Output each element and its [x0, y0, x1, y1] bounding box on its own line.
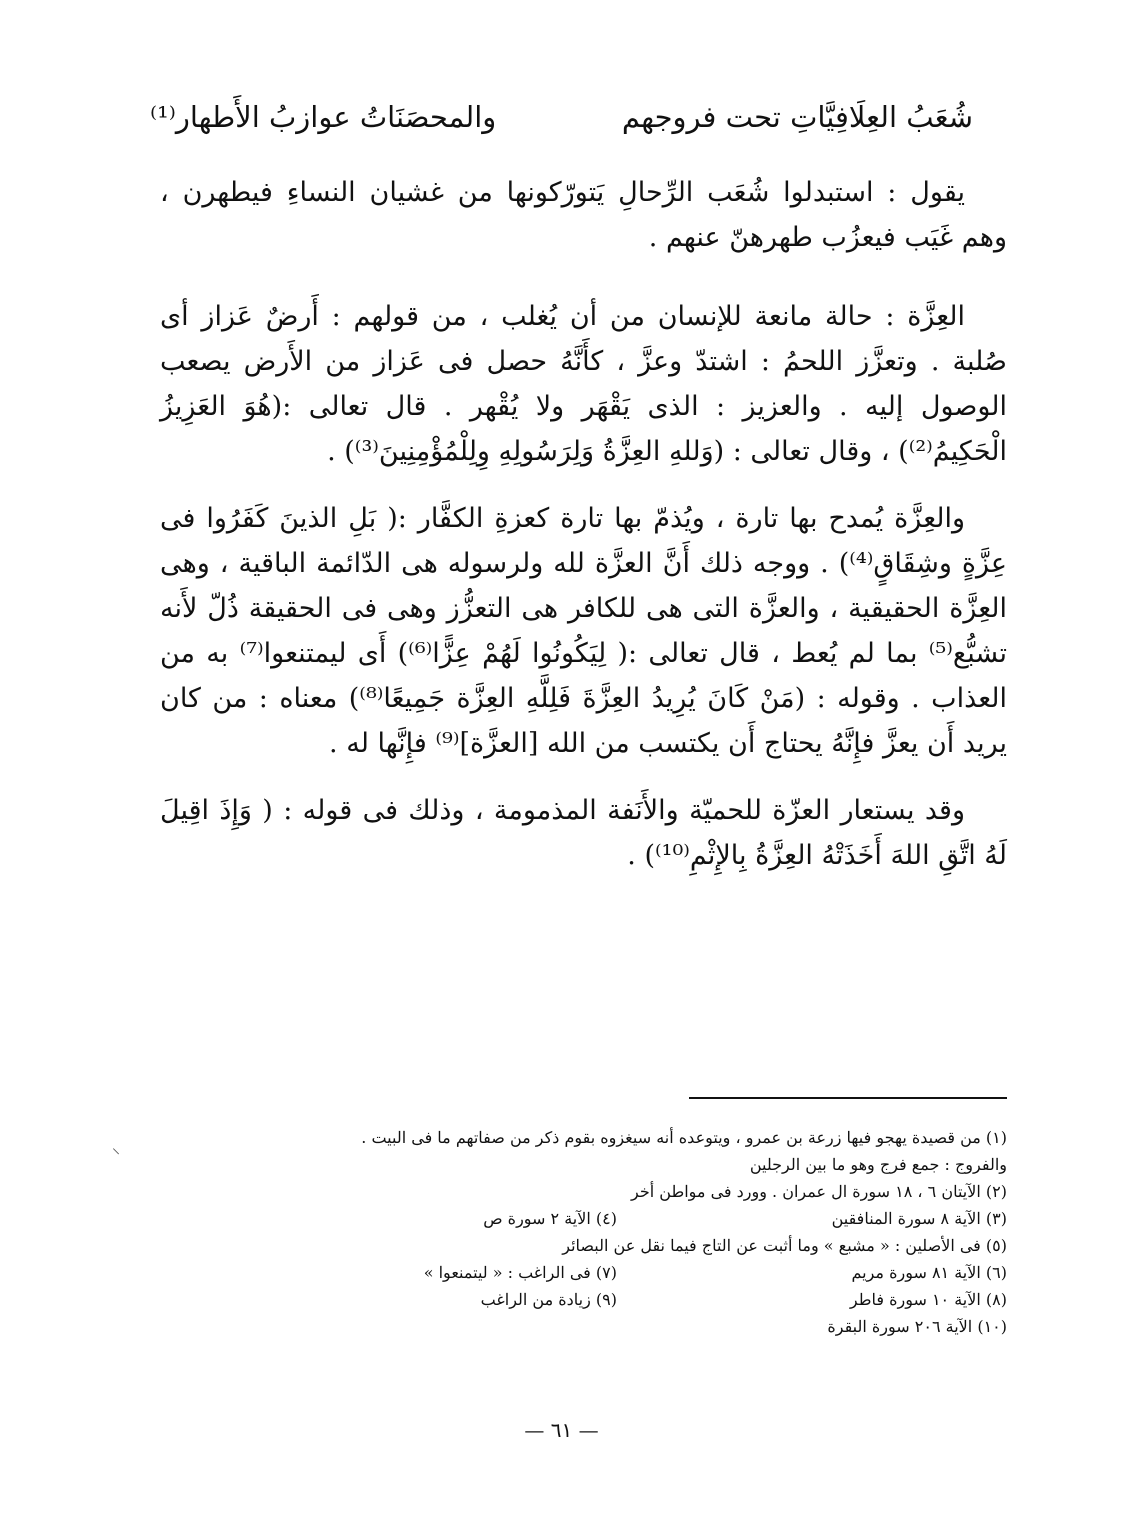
verse-first-hemistich: شُعَبُ العِلَافِيَّاتِ تحت فروجهم [621, 100, 973, 134]
footnote-1-continued: والفروج : جمع فرج وهو ما بين الرجلين [749, 1155, 1007, 1174]
paragraph-izza-pride: وقد يستعار العزّة للحميّة والأَنَفة المذمومة ، وذلك فى قوله : ( وَإِذَ اقِيلَ لَهُ اتَّقِ اللهَ أَخَذَتْهُ العِزَّةُ بِالإِثْمِ⁽¹⁰⁾) . [160, 795, 1007, 871]
paragraph-verse-commentary: يقول : استبدلوا شُعَب الرِّحالِ يَتورّكونها من غشيان النساءِ فيطهرن ، وهم غَيَب فيعزُب طهرهنّ عنهم . [160, 177, 1007, 253]
poem-verse [150, 92, 973, 142]
footnote-row-3-4 [150, 1205, 1007, 1232]
main-text [160, 170, 1007, 878]
footnote-2: (٢) الآيتان ٦ ، ١٨ سورة ال عمران . وورد فى مواطن أخر [631, 1182, 1007, 1201]
verse-second-hemistich: والمحصَنَاتُ عوازبُ الأَطهار⁽¹⁾ [150, 100, 497, 134]
footnote-8: (٨) الآية ١٠ سورة فاطر [849, 1290, 1007, 1309]
footnote-6: (٦) الآية ٨١ سورة مريم [851, 1263, 1007, 1282]
page-number: — ٦١ — [524, 1418, 599, 1442]
footnote-1: (١) من قصيدة يهجو فيها زرعة بن عمرو ، ويتوعده أنه سيغزوه بقوم ذكر من صفاتهم ما فى البيت . [361, 1128, 1007, 1147]
paragraph-izza-definition: العِزَّة : حالة مانعة للإنسان من أن يُغلب ، من قولهم : أَرضٌ عَزاز أى صُلبة . وتعزَّز اللحمُ : اشتدّ وعزَّ ، كأَنَّهُ حصل فى عَزاز من الأَرض يصعب الوصول إليه . والعزيز : الذى يَقْهَر ولا يُقْهر . قال تعالى :(هُوَ العَزِيزُ الْحَكِيمُ⁽²⁾) ، وقال تعالى : (وَللهِ العِزَّةُ وَلِرَسُولِهِ وِلِلْمُؤْمِنِينَ⁽³⁾) . [160, 301, 1007, 467]
footnote-7: (٧) فى الراغب : « ليتمنعوا » [423, 1263, 617, 1282]
stray-mark: ⸝ [112, 1138, 121, 1157]
footnote-row-6-7 [150, 1259, 1007, 1286]
footnote-10: (١٠) الآية ٢٠٦ سورة البقرة [827, 1317, 1007, 1336]
footnote-9: (٩) زيادة من الراغب [480, 1290, 617, 1309]
footnote-5: (٥) فى الأصلين : « مشبع » وما أثبت عن التاج فيما نقل عن البصائر [562, 1236, 1007, 1255]
footnote-row-8-9 [150, 1286, 1007, 1313]
footnote-separator [689, 1097, 1007, 1099]
footnotes [150, 1124, 1007, 1340]
footnote-3: (٣) الآية ٨ سورة المنافقين [831, 1209, 1007, 1228]
paragraph-izza-praise-blame: والعِزَّة يُمدح بها تارة ، ويُذمّ بها تارة كعزةِ الكفَّار :( بَلِ الذينَ كَفَرُوا فى عِزَّةٍ وشِقَاقٍ⁽⁴⁾) . ووجه ذلك أَنَّ العزَّة لله ولرسوله هى الدّائمة الباقية ، وهى العِزَّة الحقيقية ، والعزَّة التى هى للكافر هى التعزُّز وهى فى الحقيقة ذُلّ لأَنه تشبُّع⁽⁵⁾ بما لم يُعط ، قال تعالى :( لِيَكُونُوا لَهُمْ عِزًّا⁽⁶⁾) أَى ليمتنعوا⁽⁷⁾ به من العذاب . وقوله : (مَنْ كَانَ يُرِيدُ العِزَّةَ فَلِلَّهِ العِزَّة جَمِيعًا⁽⁸⁾) معناه : من كان يريد أَن يعزَّ فإِنَّهُ يحتاج أَن يكتسب من الله [العزَّة]⁽⁹⁾ فإِنَّها له . [160, 503, 1008, 759]
footnote-4: (٤) الآية ٢ سورة ص [483, 1209, 617, 1228]
